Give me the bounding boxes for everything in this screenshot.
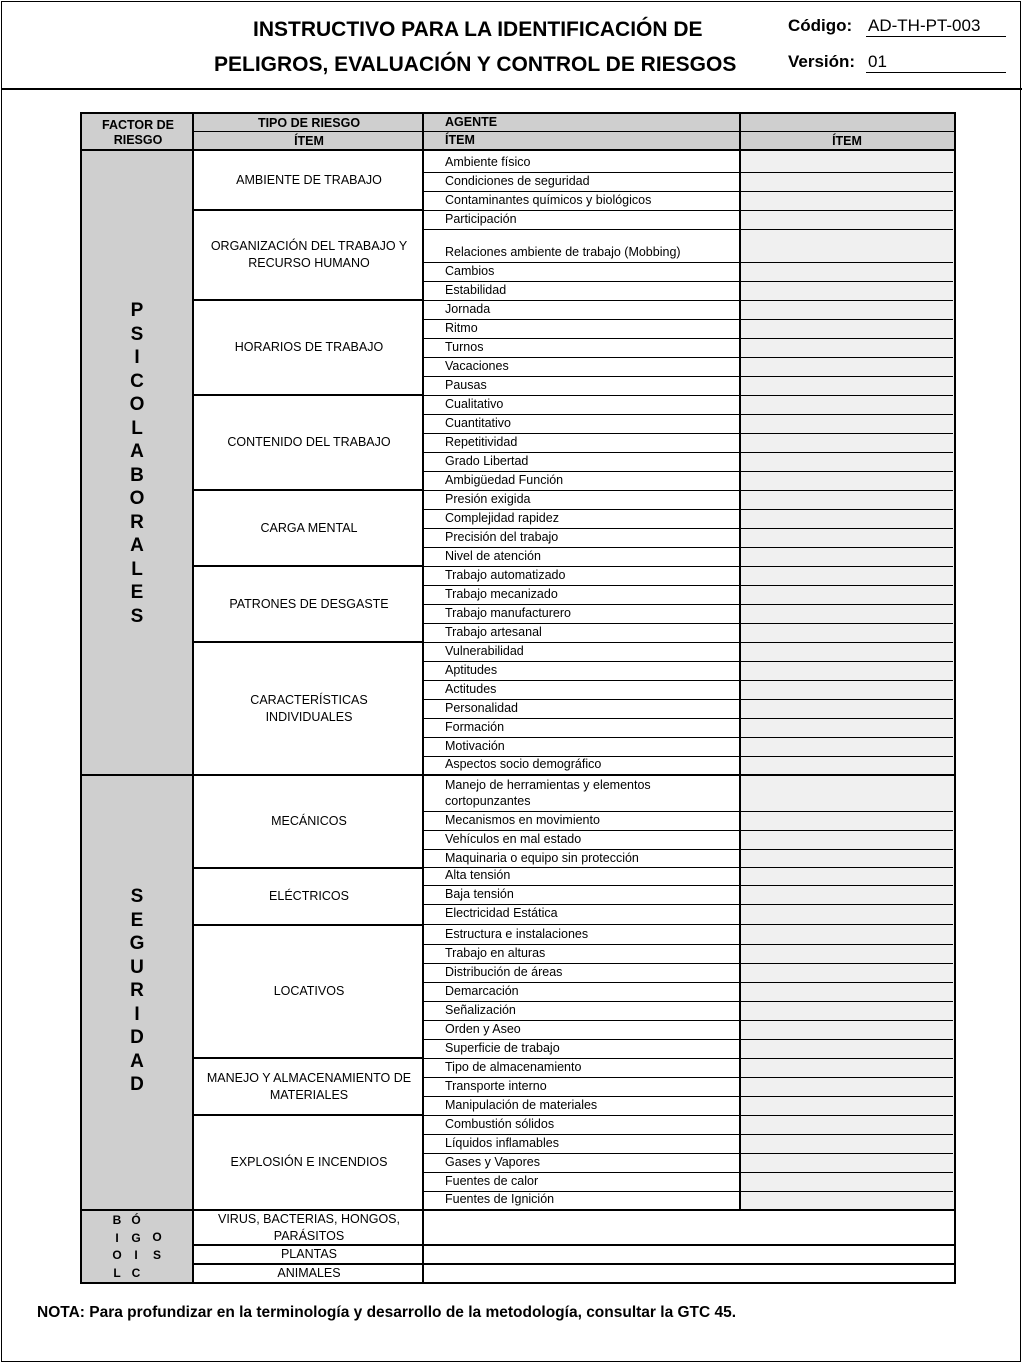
agent-row-line (423, 300, 953, 301)
agent-item: Vacaciones (445, 359, 509, 373)
agent-row-line (423, 1020, 953, 1021)
agent-item: Gases y Vapores (445, 1155, 540, 1169)
agent-item: Turnos (445, 340, 484, 354)
col-divider-2 (422, 114, 424, 1282)
code-label: Código: (788, 16, 853, 35)
agent-row-line (423, 661, 953, 662)
agent-item: Demarcación (445, 984, 519, 998)
agent-item: Orden y Aseo (445, 1022, 521, 1036)
title-line-1: INSTRUCTIVO PARA LA IDENTIFICACIÓN DE (253, 18, 703, 41)
agent-item: Cualitativo (445, 397, 504, 411)
agent-item: Electricidad Estática (445, 906, 558, 920)
agent-row-line (423, 585, 953, 586)
type-explosion: EXPLOSIÓN E INCENDIOS (230, 1155, 388, 1169)
agent-row-line (423, 433, 953, 434)
agent-item: Formación (445, 720, 505, 734)
factor-column-bg (82, 114, 192, 1282)
agent-item: Motivación (445, 739, 505, 753)
agent-item: Líquidos inflamables (445, 1136, 559, 1150)
agent-row-line (423, 191, 953, 192)
type-organizacion: ORGANIZACIÓN DEL TRABAJO Y RECURSO HUMANO (210, 239, 408, 270)
agent-row-line (423, 1115, 953, 1116)
agent-row-line (423, 490, 953, 491)
agent-item: Aspectos socio demográfico (445, 757, 602, 771)
agent-item: Manipulación de materiales (445, 1098, 598, 1112)
type-carga-mental: CARGA MENTAL (260, 520, 358, 535)
agent-item: Ambiente físico (445, 155, 531, 169)
agent-item: Presión exigida (445, 492, 531, 506)
agent-item: Alta tensión (445, 868, 511, 882)
type-patrones: PATRONES DE DESGASTE (229, 596, 389, 611)
agent-row-line (423, 452, 953, 453)
agent-item: Cuantitativo (445, 416, 512, 430)
agent-row-line (423, 982, 953, 983)
agent-item: Ritmo (445, 321, 478, 335)
agent-row-line (423, 547, 953, 548)
agent-item: Pausas (445, 378, 487, 392)
agent-item: Precisión del trabajo (445, 530, 559, 544)
agent-row-line (423, 566, 953, 567)
agent-row-line (423, 885, 953, 886)
agent-item: Nivel de atención (445, 549, 541, 563)
agent-item: Aptitudes (445, 663, 498, 677)
header-divider (1, 88, 1022, 90)
agent-item: Ambigüedad Función (445, 473, 564, 487)
agent-row-line (423, 830, 953, 831)
agent-row-line (423, 1096, 953, 1097)
agent-item: Trabajo mecanizado (445, 587, 558, 601)
agent-item: Trabajo manufacturero (445, 606, 571, 620)
type-contenido: CONTENIDO DEL TRABAJO (227, 435, 391, 449)
agent-row-line (423, 737, 953, 738)
agent-row-line (423, 904, 953, 905)
agent-item: Grado Libertad (445, 454, 529, 468)
agent-item: Vulnerabilidad (445, 644, 524, 658)
type-animales: ANIMALES (277, 1266, 341, 1280)
version-label: Versión: (788, 52, 856, 71)
agent-row-line (423, 1134, 953, 1135)
agent-row-line (423, 1058, 953, 1059)
agent-item: Estructura e instalaciones (445, 927, 589, 941)
code-value: AD-TH-PT-003 (866, 16, 1006, 37)
header-factor: FACTOR DE RIESGO (102, 118, 174, 147)
header-bottom-line (82, 149, 954, 151)
agent-item: Participación (445, 212, 517, 226)
agent-item: Repetitividad (445, 435, 518, 449)
agent-row-line (423, 338, 953, 339)
agent-row-line (423, 376, 953, 377)
agent-row-line (423, 172, 953, 173)
factor-biologicos-1: B I O L (112, 1213, 122, 1280)
agent-row-line (423, 229, 953, 230)
header-tipo-item: ÍTEM (294, 133, 324, 148)
agent-row-line (423, 811, 953, 812)
agent-row-line (423, 642, 953, 643)
agent-row-line (423, 471, 953, 472)
agent-item: Distribución de áreas (445, 965, 563, 979)
agent-item: Estabilidad (445, 283, 507, 297)
header-tipo: TIPO DE RIESGO (257, 115, 361, 130)
agent-item: Fuentes de Ignición (445, 1192, 555, 1206)
agent-row-line (423, 509, 953, 510)
header-item-right: ÍTEM (832, 133, 862, 148)
agent-item: Señalización (445, 1003, 516, 1017)
agent-item: Mecanismos en movimiento (445, 813, 600, 827)
agent-item: Complejidad rapidez (445, 511, 559, 525)
agent-row-line (423, 262, 953, 263)
agent-row-line (423, 1001, 953, 1002)
agent-item: Personalidad (445, 701, 518, 715)
agent-item: Jornada (445, 302, 491, 316)
agent-row-line (423, 210, 953, 211)
agent-row-line (423, 528, 953, 529)
type-electricos: ELÉCTRICOS (269, 889, 349, 903)
header-agente: AGENTE (445, 115, 498, 129)
agent-item: Trabajo en alturas (445, 946, 546, 960)
title-line-2: PELIGROS, EVALUACIÓN Y CONTROL DE RIESGOS (214, 53, 737, 76)
agent-item: Combustión sólidos (445, 1117, 555, 1131)
agent-item: Superficie de trabajo (445, 1041, 560, 1055)
type-plantas: PLANTAS (280, 1247, 338, 1261)
agent-row-line (423, 680, 953, 681)
factor-biologicos-3: O S (152, 1230, 162, 1262)
col-divider-3 (739, 114, 741, 1210)
agent-row-line (423, 699, 953, 700)
agent-item: Baja tensión (445, 887, 514, 901)
agent-row-line (423, 963, 953, 964)
agent-row-line (423, 849, 953, 850)
agent-row-line (423, 604, 953, 605)
type-virus: VIRUS, BACTERIAS, HONGOS, PARÁSITOS (218, 1211, 400, 1243)
agent-row-line (423, 623, 953, 624)
agent-item: Cambios (445, 264, 495, 278)
agent-row-line (423, 281, 953, 282)
agent-item: Manejo de herramientas y elementos cortopunzantes (445, 778, 651, 808)
agent-row-line (423, 1172, 953, 1173)
agent-item: Condiciones de seguridad (445, 174, 590, 188)
agent-item: Trabajo automatizado (445, 568, 566, 582)
agent-item: Fuentes de calor (445, 1174, 539, 1188)
header-mid-line (192, 131, 954, 132)
agent-item: Contaminantes químicos y biológicos (445, 193, 652, 207)
type-caracteristicas: CARACTERÍSTICAS INDIVIDUALES (250, 692, 368, 724)
agent-row-line (423, 1077, 953, 1078)
agent-item: Maquinaria o equipo sin protección (445, 851, 639, 865)
agent-item: Tipo de almacenamiento (445, 1060, 582, 1074)
type-ambiente: AMBIENTE DE TRABAJO (236, 173, 382, 187)
agent-item: Actitudes (445, 682, 497, 696)
agent-item: Relaciones ambiente de trabajo (Mobbing) (445, 245, 681, 259)
type-mecanicos: MECÁNICOS (271, 814, 347, 828)
type-manejo: MANEJO Y ALMACENAMIENTO DE MATERIALES (206, 1070, 412, 1102)
type-horarios: HORARIOS DE TRABAJO (234, 340, 384, 354)
version-value: 01 (866, 52, 1006, 73)
agent-row-line (423, 775, 953, 776)
agent-row-line (423, 357, 953, 358)
factor-biologicos-2: Ó G I C (131, 1213, 141, 1280)
type-locativos: LOCATIVOS (273, 984, 345, 998)
agent-row-line (423, 944, 953, 945)
agent-row-line (423, 319, 953, 320)
agent-row-line (423, 1153, 953, 1154)
note: NOTA: Para profundizar en la terminología y desarrollo de la metodología, consultar la GTC 45. (37, 1304, 737, 1321)
factor-seguridad: S E G U R I D A D (129, 886, 145, 1095)
agent-item: Vehículos en mal estado (445, 832, 582, 846)
agent-item: Transporte interno (445, 1079, 547, 1093)
factor-psicolaborales: P S I C O L A B O R A L E S (129, 300, 145, 627)
col-divider-1 (192, 114, 194, 1282)
agent-row-line (423, 414, 953, 415)
agent-row-line (423, 924, 953, 925)
agent-row-line (423, 718, 953, 719)
agent-item: Trabajo artesanal (445, 625, 542, 639)
header-agente-item: ÍTEM (445, 133, 475, 147)
agent-row-line (423, 395, 953, 396)
agent-row-line (423, 1039, 953, 1040)
